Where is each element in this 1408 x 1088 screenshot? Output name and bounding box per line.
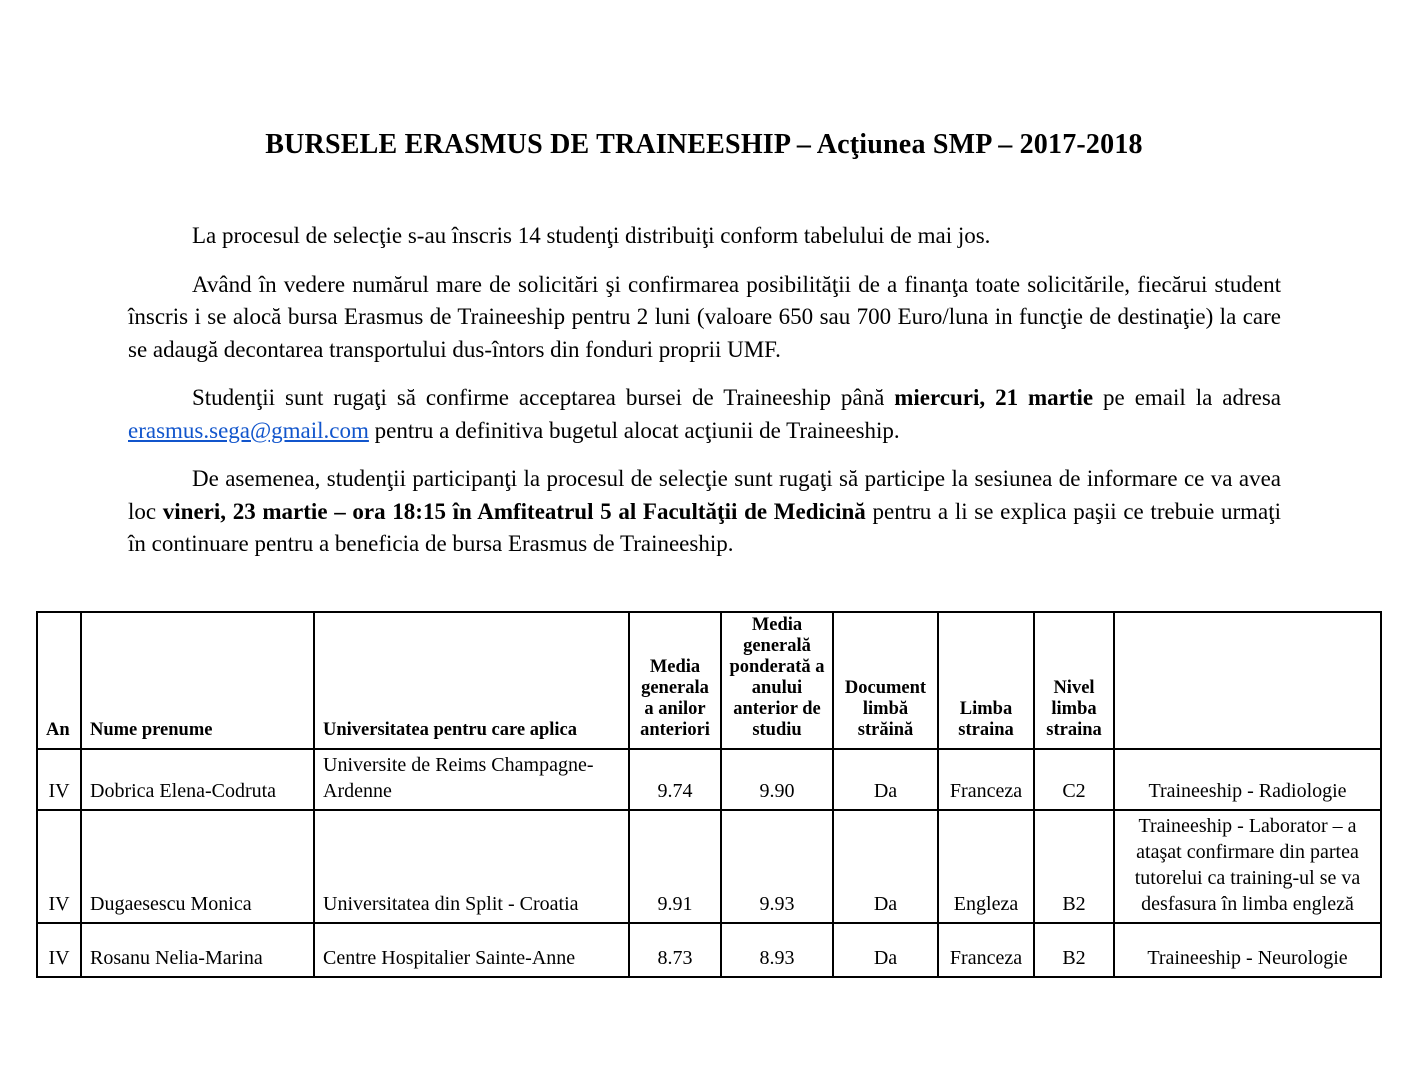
table-header-row [37, 612, 1381, 749]
cell-nume: Dobrica Elena-Codruta [81, 749, 314, 810]
cell-limba: Engleza [938, 810, 1034, 923]
session-bold-text: vineri, 23 martie – ora 18:15 în Amfiteatrul 5 al Facultăţii de Medicină [162, 498, 866, 524]
column-header-limba: Limba straina [938, 612, 1034, 749]
cell-observatii: Traineeship - Radiologie [1114, 749, 1381, 810]
cell-media-generala: 9.74 [629, 749, 721, 810]
cell-media-ponderata: 9.93 [721, 810, 833, 923]
paragraph-confirmation [128, 382, 1281, 447]
column-header-media-generala: Media generala a anilor anteriori [629, 612, 721, 749]
cell-universitate: Universite de Reims Champagne-Ardenne [314, 749, 629, 810]
cell-observatii: Traineeship - Laborator – a ataşat confirmare din partea tutorelui ca training-ul se va desfasura în limba engleză [1114, 810, 1381, 923]
cell-limba: Franceza [938, 749, 1034, 810]
column-header-nume: Nume prenume [81, 612, 314, 749]
cell-an: IV [37, 749, 81, 810]
paragraph-text: pentru a definitiva bugetul alocat acţiunii de Traineeship. [368, 417, 900, 443]
cell-limba: Franceza [938, 923, 1034, 977]
column-header-document-limba: Document limbă străină [833, 612, 938, 749]
cell-document-limba: Da [833, 923, 938, 977]
cell-media-generala: 9.91 [629, 810, 721, 923]
paragraph-text: pentru a li se explica paşii ce trebuie urmaţi în continuare pentru a beneficia de bursa Erasmus de Traineeship. [128, 498, 1282, 556]
cell-universitate: Universitatea din Split - Croatia [314, 810, 629, 923]
column-header-media-ponderata: Media generală ponderată a anului anterior de studiu [721, 612, 833, 749]
table-row [37, 923, 1381, 977]
paragraph-text: pe email la adresa [1093, 385, 1281, 410]
email-link[interactable]: erasmus.sega@gmail.com [128, 417, 369, 443]
column-header-universitate: Universitatea pentru care aplica [314, 612, 629, 749]
cell-document-limba: Da [833, 810, 938, 923]
paragraph-info-session [128, 463, 1281, 561]
paragraph-intro [128, 220, 1281, 253]
paragraph-funding [128, 269, 1281, 367]
cell-an: IV [37, 923, 81, 977]
paragraph-text: Având în vedere numărul mare de solicitări şi confirmarea posibilităţii de a finanţa toate solicitările, fiecărui student înscris i se alocă bursa Erasmus de Traineeship pentru 2 luni (valoare 650 sau 700 Euro/luna in funcţie de destinaţie) la care se adaugă decontarea transportului dus-întors din fonduri proprii UMF. [128, 271, 1281, 362]
cell-media-ponderata: 9.90 [721, 749, 833, 810]
students-table [36, 611, 1382, 978]
cell-universitate: Centre Hospitalier Sainte-Anne [314, 923, 629, 977]
cell-nivel: B2 [1034, 810, 1114, 923]
cell-nume: Dugaesescu Monica [81, 810, 314, 923]
cell-media-generala: 8.73 [629, 923, 721, 977]
document-body [0, 220, 1408, 561]
column-header-observatii [1114, 612, 1381, 749]
cell-media-ponderata: 8.93 [721, 923, 833, 977]
paragraph-text: De asemenea, studenţii participanţi la procesul de selecţie sunt rugaţi să participe la sesiunea de informare ce va avea loc [128, 466, 1281, 524]
column-header-an: An [37, 612, 81, 749]
table-row [37, 810, 1381, 923]
cell-observatii: Traineeship - Neurologie [1114, 923, 1381, 977]
paragraph-text: Studenţii sunt rugaţi să confirme acceptarea bursei de Traineeship până [192, 385, 895, 410]
cell-an: IV [37, 810, 81, 923]
cell-document-limba: Da [833, 749, 938, 810]
cell-nume: Rosanu Nelia-Marina [81, 923, 314, 977]
document-title: BURSELE ERASMUS DE TRAINEESHIP – Acţiunea SMP – 2017-2018 [265, 129, 1143, 160]
column-header-nivel: Nivel limba straina [1034, 612, 1114, 749]
deadline-bold-text: miercuri, 21 martie [894, 385, 1094, 410]
cell-nivel: C2 [1034, 749, 1114, 810]
cell-nivel: B2 [1034, 923, 1114, 977]
table-row [37, 749, 1381, 810]
paragraph-text: La procesul de selecţie s-au înscris 14 studenţi distribuiţi conform tabelului de mai jos. [192, 223, 991, 248]
